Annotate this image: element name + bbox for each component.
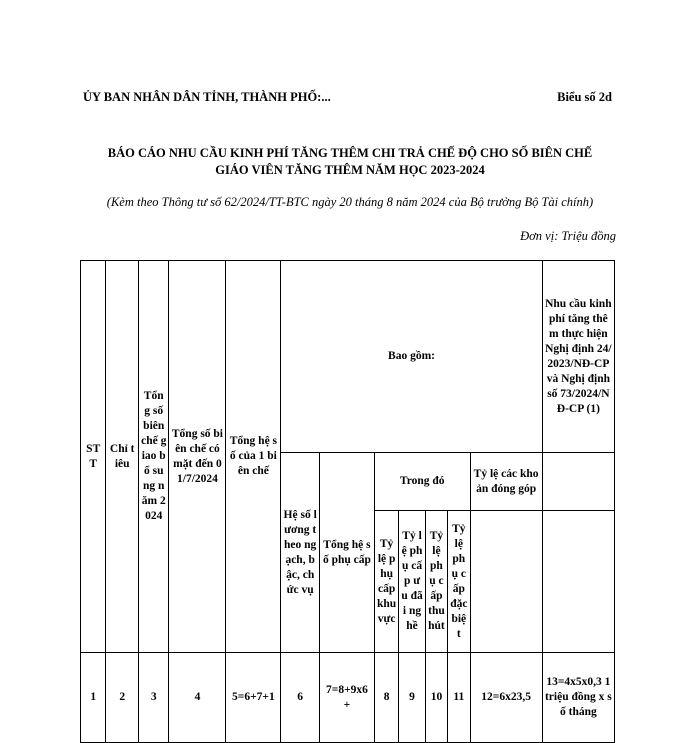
- index-cell: 12=6x23,5: [470, 653, 542, 743]
- header-ty-le-dong-gop: Tỷ lệ các khoản đóng góp: [470, 453, 542, 511]
- header-tong-he-so: Tổng hệ số của 1 biên chế: [226, 261, 281, 653]
- index-cell: 2: [106, 653, 139, 743]
- header-tong-so-bien-che: Tổng số biên chế giao bổ sung năm 2024: [138, 261, 169, 653]
- header-pc-uu-dai: Tỷ lệ phụ cấp ưu đãi nghề: [399, 511, 425, 653]
- header-nhu-cau-blank: [542, 453, 614, 511]
- header-co-mat: Tổng số biên chế có mặt đến 01/7/2024: [169, 261, 226, 653]
- header-pc-thu-hut: Tỷ lệ phụ cấp thu hút: [425, 511, 447, 653]
- index-cell: 9: [399, 653, 425, 743]
- header-stt: STT: [81, 261, 106, 653]
- header-nhu-cau: Nhu cầu kinh phí tăng thêm thực hiện Nghị định 24/2023/NĐ-CP và Nghị định số 73/2024/NĐ-CP (1): [542, 261, 614, 453]
- header-bao-gom: Bao gồm:: [281, 261, 542, 453]
- header-dong-gop-blank: [470, 511, 542, 653]
- index-cell: 3: [138, 653, 169, 743]
- report-title-line2: GIÁO VIÊN TĂNG THÊM NĂM HỌC 2023-2024: [215, 163, 485, 177]
- form-number: Biểu số 2d: [557, 90, 612, 104]
- header-nhu-cau-blank-2: [542, 511, 614, 653]
- report-subtitle: (Kèm theo Thông tư số 62/2024/TT-BTC ngày 20 tháng 8 năm 2024 của Bộ trưởng Bộ Tài chính): [106, 195, 594, 209]
- header-trong-do: Trong đó: [374, 453, 470, 511]
- index-cell: 8: [374, 653, 398, 743]
- header-he-so-luong: Hệ số lương theo ngạch, bậc, chức vụ: [281, 453, 320, 653]
- unit-label: Đơn vị: Triệu đồng: [520, 229, 616, 243]
- index-cell: 1: [81, 653, 106, 743]
- agency-header: ỦY BAN NHÂN DÂN TỈNH, THÀNH PHỐ:...: [83, 90, 331, 104]
- index-cell: 4: [169, 653, 226, 743]
- header-pc-khu-vuc: Tỷ lệ phụ cấp khu vực: [374, 511, 398, 653]
- index-cell: 13=4x5x0,3 1 triệu đồng x số tháng: [542, 653, 614, 743]
- index-cell: 7=8+9x6 +: [319, 653, 374, 743]
- index-cell: 6: [281, 653, 320, 743]
- index-cell: 10: [425, 653, 447, 743]
- header-chi-tieu: Chỉ tiêu: [106, 261, 139, 653]
- report-title-line1: BÁO CÁO NHU CẦU KINH PHÍ TĂNG THÊM CHI TRẢ CHẾ ĐỘ CHO SỐ BIÊN CHẾ: [107, 146, 593, 160]
- report-title: [60, 145, 640, 179]
- index-cell: 11: [448, 653, 470, 743]
- header-pc-dac-biet: Tỷ lệ phụ cấp đặc biệt: [448, 511, 470, 653]
- report-table: [80, 260, 615, 743]
- header-tong-he-so-phu-cap: Tổng hệ số phụ cấp: [319, 453, 374, 653]
- index-cell: 5=6+7+1: [226, 653, 281, 743]
